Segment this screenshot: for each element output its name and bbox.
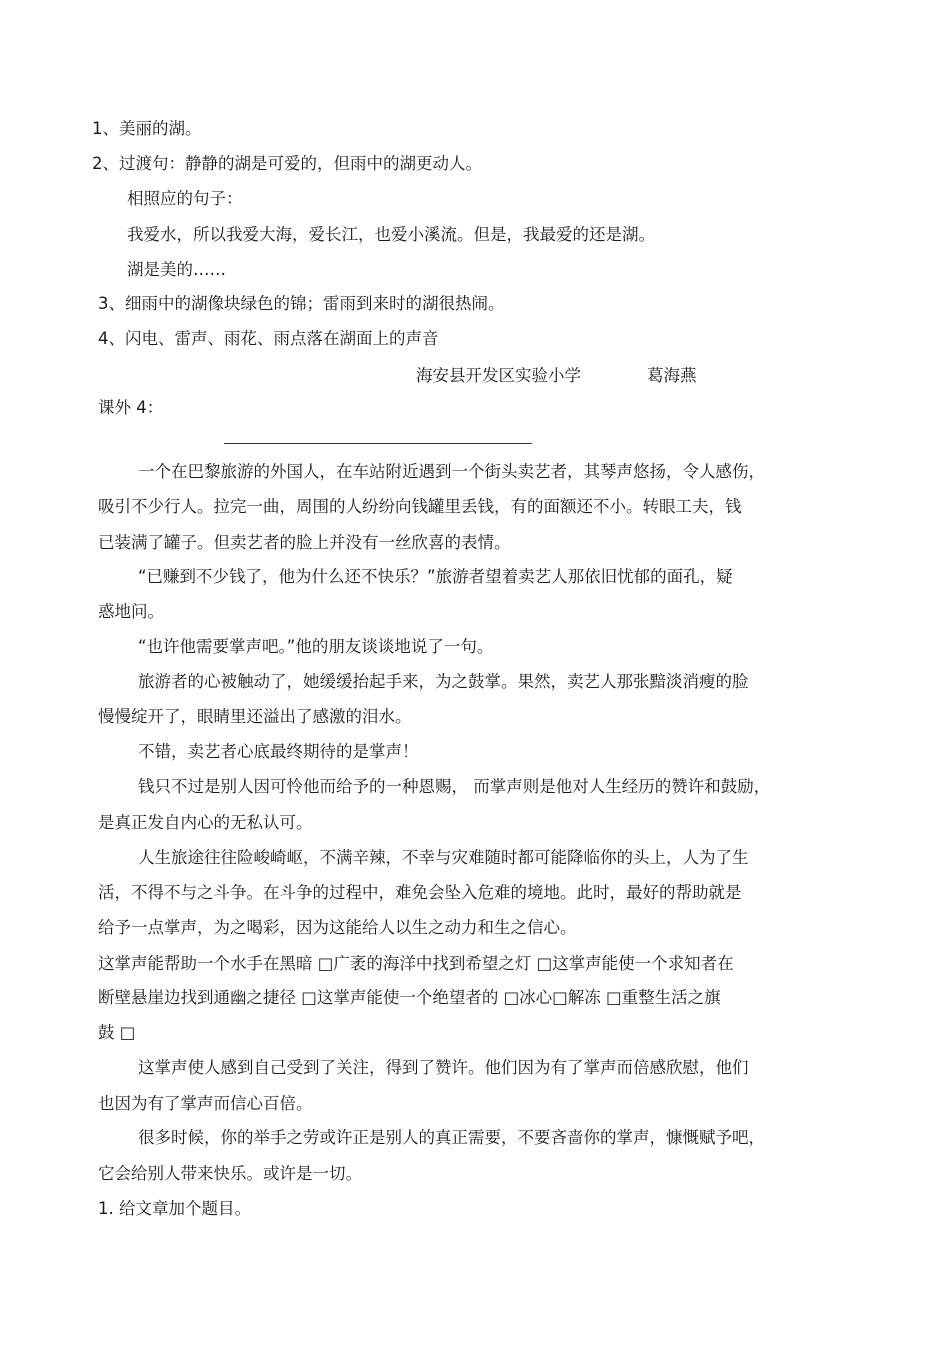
- passage-line: 人生旅途往往险峻崎岖，不满辛辣，不幸与灾难随时都可能降临你的头上，人为了生: [138, 848, 749, 867]
- passage-line: 鼓 □: [98, 1023, 136, 1042]
- answer-2-sub-2: 湖是美的……: [127, 260, 226, 279]
- passage-line: 这掌声能帮助一个水手在黑暗 □广袤的海洋中找到希望之灯 □这掌声能使一个求知者在: [98, 954, 734, 973]
- passage-line: 是真正发自内心的无私认可。: [98, 813, 313, 832]
- passage-line: 很多时候，你的举手之劳或许正是别人的真正需要，不要吝啬你的掌声，慷慨赋予吧，: [138, 1128, 765, 1147]
- question-1: 1. 给文章加个题目。: [98, 1199, 251, 1218]
- attribution-school: 海安县开发区实验小学: [416, 366, 581, 385]
- answer-3: 3、细雨中的湖像块绿色的锦；雷雨到来时的湖很热闹。: [98, 294, 505, 313]
- passage-line: 活，不得不与之斗争。在斗争的过程中，难免会坠入危难的境地。此时，最好的帮助就是: [98, 883, 742, 902]
- answer-2-sub-label: 相照应的句子：: [127, 189, 243, 208]
- passage-line: 它会给别人带来快乐。或许是一切。: [98, 1164, 362, 1183]
- passage-line: 给予一点掌声，为之喝彩，因为这能给人以生之动力和生之信心。: [98, 918, 577, 937]
- answer-1: 1、美丽的湖。: [92, 119, 202, 138]
- passage-line: 断壁悬崖边找到通幽之捷径 □这掌声能使一个绝望者的 □冰心□解冻 □重整生活之旗: [98, 988, 721, 1007]
- passage-line: 吸引不少行人。拉完一曲，周围的人纷纷向钱罐里丢钱，有的面额还不小。转眼工夫，钱: [98, 497, 742, 516]
- passage-line: 慢慢绽开了，眼睛里还溢出了感激的泪水。: [98, 707, 412, 726]
- passage-line: 钱只不过是别人因可怜他而给予的一种恩赐， 而掌声则是他对人生经历的赞许和鼓励，: [138, 777, 771, 796]
- passage-line: 旅游者的心被触动了，她缓缓抬起手来，为之鼓掌。果然，卖艺人那张黯淡消瘦的脸: [138, 672, 749, 691]
- passage-line: 也因为有了掌声而信心百倍。: [98, 1094, 313, 1113]
- passage-line: 惑地问。: [98, 602, 164, 621]
- passage-line: 一个在巴黎旅游的外国人，在车站附近遇到一个街头卖艺者，其琴声悠扬，令人感伤，: [138, 462, 765, 481]
- passage-line: 不错，卖艺者心底最终期待的是掌声！: [138, 742, 419, 761]
- answer-2-sub-1: 我爱水，所以我爱大海，爱长江，也爱小溪流。但是，我最爱的还是湖。: [127, 225, 655, 244]
- answer-4: 4、闪电、雷声、雨花、雨点落在湖面上的声音: [98, 329, 439, 348]
- title-blank-line: [224, 443, 532, 444]
- attribution-author: 葛海燕: [647, 366, 697, 385]
- passage-line: 这掌声使人感到自己受到了关注，得到了赞许。他们因为有了掌声而倍感欣慰，他们: [138, 1058, 749, 1077]
- passage-line: “已赚到不少钱了，他为什么还不快乐？”旅游者望着卖艺人那依旧忧郁的面孔，疑: [138, 567, 733, 586]
- passage-line: “也许他需要掌声吧。”他的朋友谈谈地说了一句。: [138, 637, 494, 656]
- answer-2: 2、过渡句：静静的湖是可爱的，但雨中的湖更动人。: [92, 154, 482, 173]
- passage-label: 课外 4：: [98, 398, 164, 417]
- passage-line: 已装满了罐子。但卖艺者的脸上并没有一丝欣喜的表情。: [98, 533, 511, 552]
